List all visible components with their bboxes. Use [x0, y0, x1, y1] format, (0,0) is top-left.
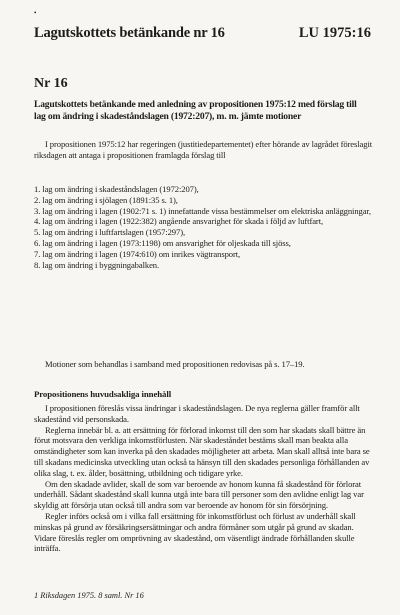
- section-heading: Propositionens huvudsakliga innehåll: [34, 389, 172, 399]
- list-item: 3. lag om ändring i lagen (1902:71 s. 1) innefattande vissa bestämmelser om elektriska anläggningar,: [34, 205, 371, 216]
- list-item: 6. lag om ändring i lagen (1973:1198) om ansvarighet för oljeskada till sjöss,: [34, 237, 291, 248]
- body-paragraph: Regler införs också om i vilka fall ersättning för inkomstförlust och förlust av underhåll skall minskas på grund av försäkringsersättningar och andra förmåner som utgår på grund av skadan. Vidare föreslås regler om omprövning av skadestånd, om väsentligt ändrade förhållanden skulle inträffa.: [34, 510, 356, 554]
- running-header-title: Lagutskottets betänkande nr 16: [34, 25, 225, 41]
- list-item: 4. lag om ändring i lagen (1922:382) angående ansvarighet för skada i följd av luftfart,: [34, 216, 324, 227]
- report-number: Nr 16: [34, 76, 68, 91]
- printer-mark: •: [34, 9, 37, 17]
- list-item: 8. lag om ändring i byggningabalken.: [34, 259, 160, 270]
- body-paragraph: Om den skadade avlider, skall de som var beroende av honom kunna få skadestånd för förlorat underhåll. Sådant skadestånd skall kunna utgå inte bara till personer som den avlidne enligt lag var skyldig att försörja utan också till andra som var beroende av honom för sin försörjning.: [34, 478, 364, 511]
- list-item: 5. lag om ändring i luftfartslagen (1957:297),: [34, 227, 186, 238]
- list-item: 1. lag om ändring i skadeståndslagen (1972:207),: [34, 184, 199, 194]
- page-footnote: 1 Riksdagen 1975. 8 saml. Nr 16: [34, 591, 144, 600]
- body-paragraph: Reglerna innebär bl. a. att ersättning för förlorad inkomst till den som har skadats skall bättre än förut motsvara den verkliga inkomstförlusten. När skadeståndet bestäms skall man beakta alla omständigheter som kan inverka på den skadades möjligheter att arbeta. Man skall alltså inte bara se till skadans medicinska utveckling utan också ta hänsyn till den skadades personliga förhållanden av olika slag, t. ex. ålder, bosättning, utbildning och tidigare yrke.: [34, 424, 370, 478]
- list-item: 2. lag om ändring i sjölagen (1891:35 s. 1),: [34, 194, 178, 205]
- report-title: Lagutskottets betänkande med anledning av propositionen 1975:12 med förslag till lag om ändring i skadeståndslagen (1972:207), m. m. jämte motioner: [34, 99, 357, 122]
- running-header-code: LU 1975:16: [298, 25, 371, 41]
- intro-text: I propositionen 1975:12 har regeringen (justitiedepartementet) efter hörande av lagrådet föreslagit riksdagen att antaga i propositionen framlagda förslag till: [34, 139, 373, 160]
- motions-text: Motioner som behandlas i samband med propositionen redovisas på s. 17–19.: [45, 359, 305, 369]
- intro-paragraph: [34, 139, 374, 161]
- list-item: 7. lag om ändring i lagen (1974:610) om inrikes vägtransport,: [34, 248, 241, 259]
- proposal-list: [34, 184, 374, 270]
- motions-paragraph: [34, 359, 374, 370]
- section-body: [34, 403, 374, 554]
- body-paragraph: I propositionen föreslås vissa ändringar i skadeståndslagen. De nya reglerna gäller framför allt skadestånd vid personskada.: [34, 403, 360, 424]
